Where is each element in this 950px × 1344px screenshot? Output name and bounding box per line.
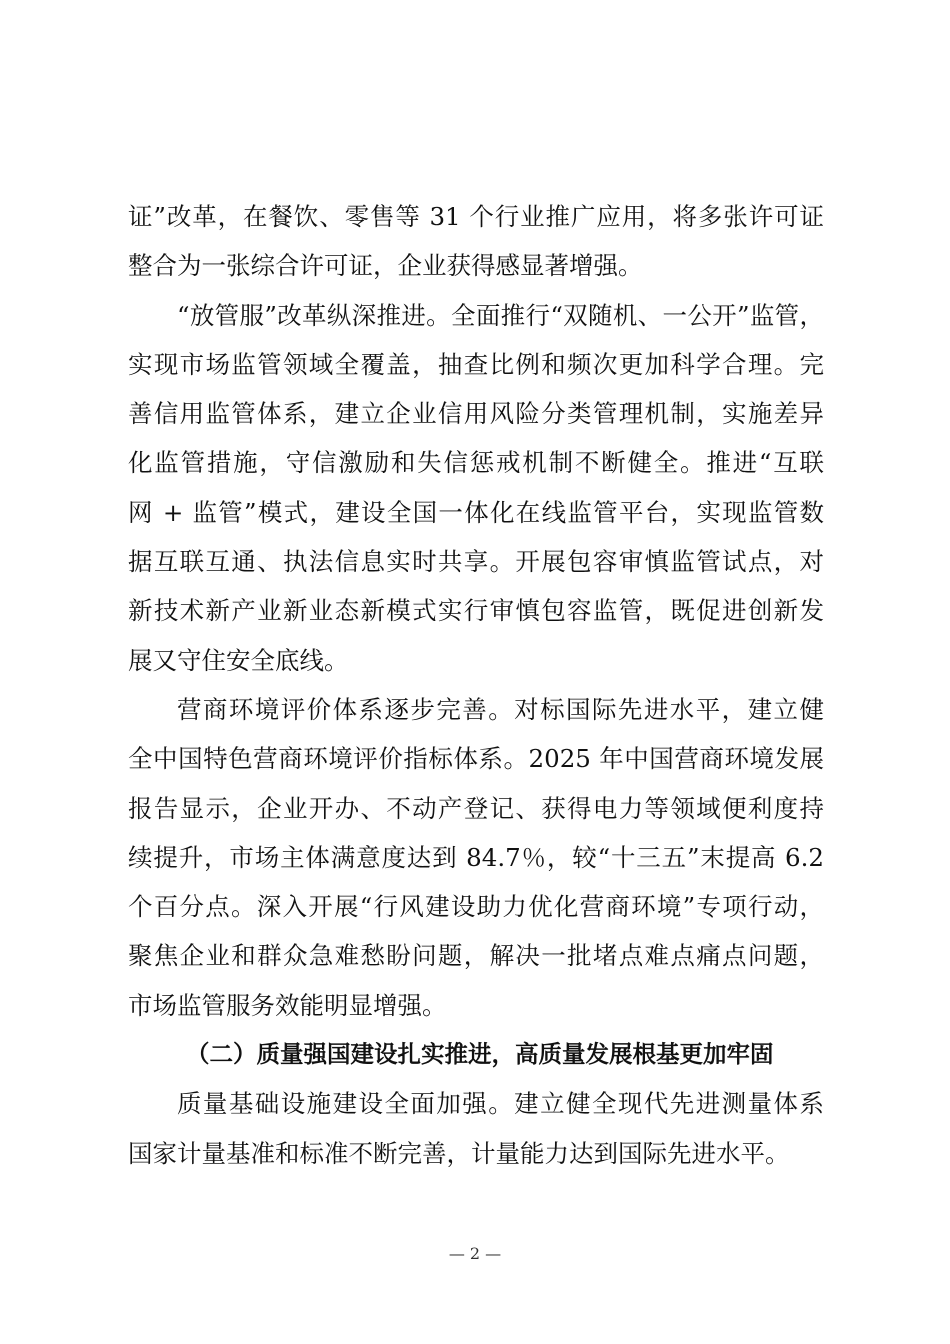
text-line: 聚焦企业和群众急难愁盼问题，解决一批堵点难点痛点问题，	[128, 941, 824, 971]
section-heading-text: （二）质量强国建设扎实推进，高质量发展根基更加牢固	[186, 1040, 774, 1069]
text-line: 善信用监管体系，建立企业信用风险分类管理机制，实施差异	[128, 399, 824, 429]
text-line: 整合为一张综合许可证，企业获得感显著增强。	[128, 251, 643, 281]
text-line: 报告显示，企业开办、不动产登记、获得电力等领域便利度持	[128, 793, 824, 823]
paragraph-reform	[128, 291, 824, 685]
page-number: — 2 —	[448, 1244, 502, 1263]
text-line: 市场监管服务效能明显增强。	[128, 990, 447, 1020]
text-line: 个百分点。深入开展“行风建设助力优化营商环境”专项行动，	[128, 892, 824, 922]
text-line: 质量基础设施建设全面加强。建立健全现代先进测量体系	[177, 1089, 824, 1119]
paragraph-business-environment	[128, 685, 824, 1030]
text-line: 实现市场监管领域全覆盖，抽查比例和频次更加科学合理。完	[128, 349, 824, 379]
text-line: 化监管措施，守信激励和失信惩戒机制不断健全。推进“互联	[128, 448, 824, 478]
paragraph-continuation	[128, 192, 824, 291]
text-line: 展又守住安全底线。	[128, 645, 349, 675]
text-line: 证”改革，在餐饮、零售等 31 个行业推广应用，将多张许可证	[128, 202, 824, 231]
section-heading	[128, 1030, 824, 1079]
text-line: 续提升，市场主体满意度达到 84.7％，较“十三五”末提高 6.2	[128, 842, 824, 872]
text-line: 据互联互通、执法信息实时共享。开展包容审慎监管试点，对	[128, 547, 824, 577]
text-line: 营商环境评价体系逐步完善。对标国际先进水平，建立健	[177, 694, 824, 724]
text-line: “放管服”改革纵深推进。全面推行“双随机、一公开”监管，	[177, 300, 824, 330]
text-line: 国家计量基准和标准不断完善，计量能力达到国际先进水平。	[128, 1138, 790, 1168]
text-line: 网 + 监管”模式，建设全国一体化在线监管平台，实现监管数	[128, 497, 824, 527]
text-line: 新技术新产业新业态新模式实行审慎包容监管，既促进创新发	[128, 596, 824, 626]
paragraph-quality-infrastructure	[128, 1079, 824, 1178]
document-body	[128, 192, 824, 1178]
text-line: 全中国特色营商环境评价指标体系。2025 年中国营商环境发展	[128, 744, 824, 774]
